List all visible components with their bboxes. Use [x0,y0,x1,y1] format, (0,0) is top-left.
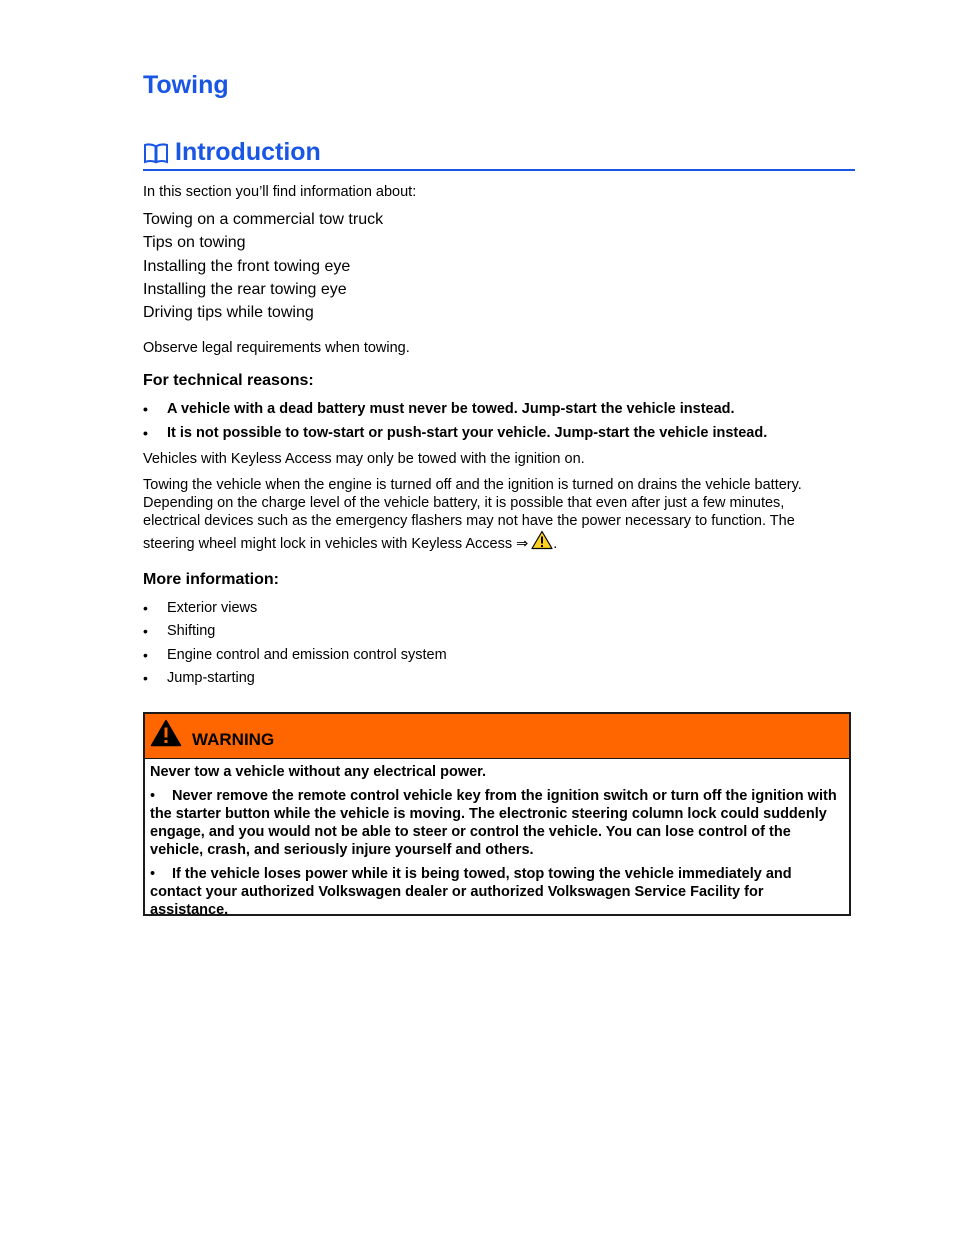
keyless-text: Vehicles with Keyless Access may only be towed with the ignition on. [143,451,585,467]
towing-text-end: . [553,536,558,552]
warning-bullet [150,787,843,859]
warning-bullet-text: Never remove the remote control vehicle key from the ignition switch or turn off the ignition with the starter button while the vehicle is moving. The electronic steering column lock could suddenly engage, and you would not be able to steer or control the vehicle. You can lose control of the vehicle, crash, and seriously injure yourself and others. [150,788,837,858]
more-info-link[interactable]: • Engine control and emission control system [143,646,855,664]
page-title: Towing [143,71,229,99]
intro-text: In this section you’ll find information about: [143,184,417,200]
warning-bullet [150,865,843,919]
more-info-link[interactable]: • Shifting [143,622,855,640]
topic-link[interactable]: Towing on a commercial tow truck [143,211,384,228]
section-title: Introduction [175,138,321,166]
book-icon [143,141,169,165]
topic-link[interactable]: Installing the rear towing eye [143,280,347,298]
legal-text: Observe legal requirements when towing. [143,340,410,356]
more-info-heading: More information: [143,571,279,588]
technical-heading: For technical reasons: [143,372,314,389]
technical-list [143,400,855,448]
warning-title: WARNING [192,730,275,749]
more-info-link[interactable]: • Jump-starting [143,669,855,687]
topic-link-list [143,208,383,324]
topic-link[interactable]: Tips on towing [143,234,246,252]
technical-item: • A vehicle with a dead battery must never be towed. Jump-start the vehicle instead. [143,400,855,418]
towing-text: Towing the vehicle when the engine is turned off and the ignition is turned on drains the vehicle battery. Depending on the charge level of the vehicle battery, it is possible that even after just a few minutes, electrical devices such as the emergency flashers may not have the power necessary to function. The steering wheel might lock in vehicles with Keyless Access ⇒ [143,477,802,552]
topic-link[interactable]: Installing the front towing eye [143,257,351,275]
warning-box [143,712,851,916]
warning-triangle-icon [150,719,182,747]
section-header [143,136,855,171]
bullet-dot: • [150,866,156,882]
warning-header [145,714,849,759]
more-info-list [143,599,855,692]
warning-triangle-icon[interactable] [531,530,553,550]
bullet-dot: • [150,788,156,804]
more-info-link[interactable]: • Exterior views [143,599,855,617]
towing-paragraph [143,476,843,553]
warning-lead: Never tow a vehicle without any electrical power. [150,764,487,780]
warning-bullet-text: If the vehicle loses power while it is being towed, stop towing the vehicle immediately and contact your authorized Volkswagen dealer or authorized Volkswagen Service Facility for assistance. [150,866,792,918]
warning-body [145,759,849,919]
technical-item: • It is not possible to tow-start or push-start your vehicle. Jump-start the vehicle instead. [143,424,855,442]
topic-link[interactable]: Driving tips while towing [143,304,314,322]
